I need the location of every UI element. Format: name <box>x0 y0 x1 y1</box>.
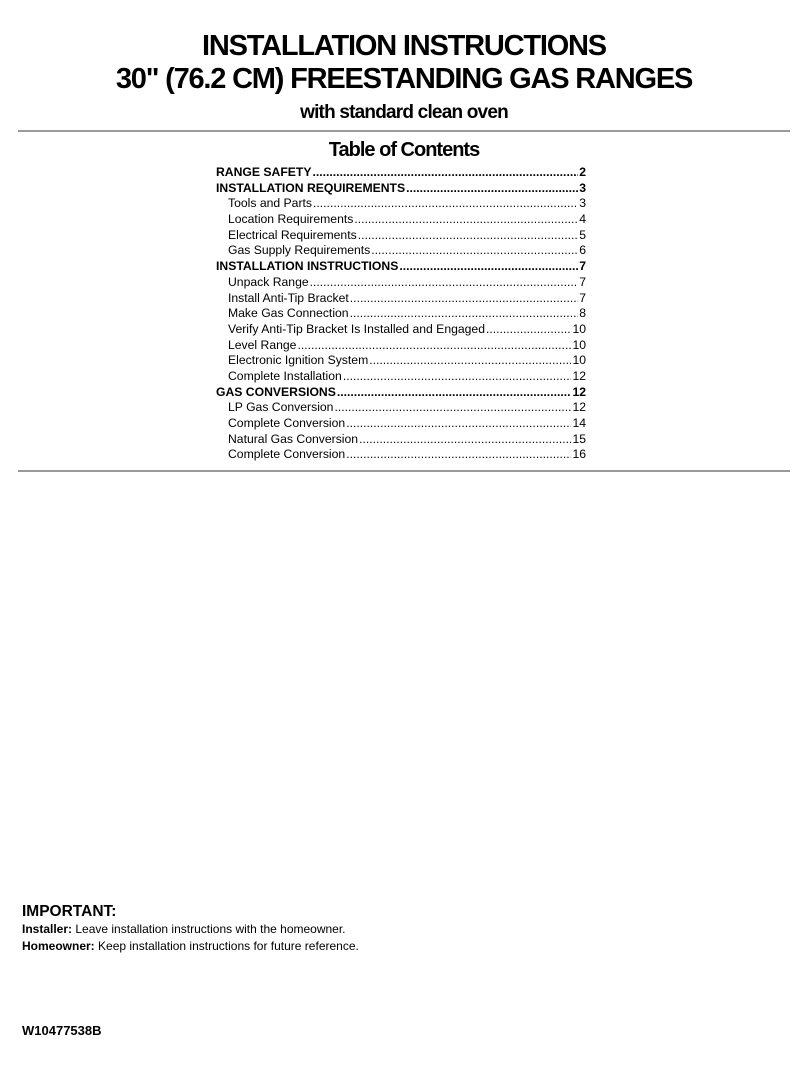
toc-entry-complete-conversion-lp[interactable] <box>216 416 586 432</box>
toc-entry-page: 7 <box>579 290 586 305</box>
toc-entry-install-anti-tip-bracket[interactable] <box>216 291 586 307</box>
toc-entry-label: INSTALLATION INSTRUCTIONS <box>216 259 399 274</box>
toc-entry-label: Complete Installation <box>228 368 342 383</box>
toc-leader-dots <box>312 165 578 181</box>
toc-entry-location-requirements[interactable] <box>216 212 586 228</box>
toc-entry-level-range[interactable] <box>216 338 586 354</box>
toc-entry-page: 6 <box>579 243 586 258</box>
toc-entry-label: Install Anti-Tip Bracket <box>228 290 349 305</box>
toc-entry-label: Electronic Ignition System <box>228 353 369 368</box>
toc-entry-natural-gas-conversion[interactable] <box>216 432 586 448</box>
toc-entry-complete-installation[interactable] <box>216 369 586 385</box>
toc-entry-label: Complete Conversion <box>228 447 346 462</box>
toc-entry-page: 16 <box>572 447 586 462</box>
toc-entry-unpack-range[interactable] <box>216 275 586 291</box>
toc-leader-dots <box>350 306 579 322</box>
toc-leader-dots <box>359 432 571 448</box>
bottom-divider <box>18 470 790 472</box>
toc-entry-page: 10 <box>572 337 586 352</box>
toc-entry-verify-anti-tip-bracket[interactable] <box>216 322 586 338</box>
toc-entry-page: 12 <box>572 400 586 415</box>
toc-entry-page: 4 <box>579 212 586 227</box>
document-title <box>0 30 808 96</box>
toc-leader-dots <box>310 275 579 291</box>
toc-entry-lp-gas-conversion[interactable] <box>216 400 586 416</box>
toc-heading: Table of Contents <box>328 139 480 161</box>
toc-entry-installation-requirements[interactable] <box>216 181 586 197</box>
toc-entry-label: RANGE SAFETY <box>216 165 312 179</box>
toc-entry-electronic-ignition-system[interactable] <box>216 353 586 369</box>
toc-entry-page: 12 <box>572 384 586 399</box>
important-notice <box>22 903 782 955</box>
toc-leader-dots <box>313 196 578 212</box>
toc-entry-page: 2 <box>579 165 586 179</box>
homeowner-label: Homeowner: <box>22 939 95 953</box>
toc-entry-label: Electrical Requirements <box>228 227 357 242</box>
toc-entry-page: 14 <box>572 416 586 430</box>
toc-leader-dots <box>334 400 571 416</box>
toc-entry-gas-supply-requirements[interactable] <box>216 243 586 259</box>
toc-leader-dots <box>297 338 571 354</box>
toc-entry-label: Tools and Parts <box>228 196 313 211</box>
toc-entry-page: 3 <box>579 196 586 211</box>
toc-entry-page: 15 <box>572 431 586 446</box>
toc-entry-page: 10 <box>572 353 586 368</box>
top-divider <box>18 130 790 132</box>
toc-entry-label: INSTALLATION REQUIREMENTS <box>216 180 406 195</box>
toc-leader-dots <box>406 181 578 197</box>
title-line-2: 30" (76.2 CM) FREESTANDING GAS RANGES <box>115 63 693 95</box>
toc-entry-page: 7 <box>579 259 586 274</box>
toc-entry-electrical-requirements[interactable] <box>216 228 586 244</box>
toc-entry-page: 12 <box>572 368 586 383</box>
toc-entry-make-gas-connection[interactable] <box>216 306 586 322</box>
toc-leader-dots <box>358 228 579 244</box>
toc-entry-label: Verify Anti-Tip Bracket Is Installed and Engaged <box>228 321 485 336</box>
toc-leader-dots <box>399 259 578 275</box>
homeowner-text: Keep installation instructions for future reference. <box>98 939 359 953</box>
toc-entry-label: LP Gas Conversion <box>228 400 334 415</box>
toc-entry-label: Complete Conversion <box>228 416 346 430</box>
toc-leader-dots <box>354 212 578 228</box>
toc-leader-dots <box>337 385 572 401</box>
toc-leader-dots <box>350 291 578 307</box>
toc-entry-label: Unpack Range <box>228 274 309 289</box>
toc-leader-dots <box>369 353 571 369</box>
toc-entry-page: 5 <box>579 227 586 242</box>
toc-entry-label: GAS CONVERSIONS <box>216 384 336 399</box>
toc-entry-range-safety[interactable] <box>216 165 586 181</box>
title-line-1: INSTALLATION INSTRUCTIONS <box>202 30 606 62</box>
toc-entry-page: 3 <box>579 180 586 195</box>
homeowner-note <box>22 938 782 955</box>
toc-entry-label: Make Gas Connection <box>228 306 349 321</box>
document-subtitle: with standard clean oven <box>300 102 508 123</box>
toc-entry-gas-conversions[interactable] <box>216 385 586 401</box>
toc-leader-dots <box>371 243 578 259</box>
installer-note <box>22 921 782 938</box>
toc-leader-dots <box>486 322 571 338</box>
toc-entry-complete-conversion-natural[interactable] <box>216 447 586 463</box>
toc-entry-installation-instructions[interactable] <box>216 259 586 275</box>
toc-entry-page: 8 <box>579 306 586 321</box>
toc-entry-page: 10 <box>572 321 586 336</box>
toc-entry-label: Natural Gas Conversion <box>228 431 359 446</box>
important-heading: IMPORTANT: <box>22 903 117 920</box>
part-number: W10477538B <box>22 1023 102 1038</box>
toc-entry-label: Location Requirements <box>228 212 354 227</box>
toc-leader-dots <box>346 416 571 432</box>
toc-entry-page: 7 <box>579 274 586 289</box>
installer-text: Leave installation instructions with the homeowner. <box>75 922 346 936</box>
toc-entry-label: Level Range <box>228 337 297 352</box>
toc-entry-label: Gas Supply Requirements <box>228 243 371 258</box>
toc-leader-dots <box>343 369 572 385</box>
table-of-contents <box>216 165 586 463</box>
toc-entry-tools-and-parts[interactable] <box>216 196 586 212</box>
toc-leader-dots <box>346 447 571 463</box>
installer-label: Installer: <box>22 922 73 936</box>
